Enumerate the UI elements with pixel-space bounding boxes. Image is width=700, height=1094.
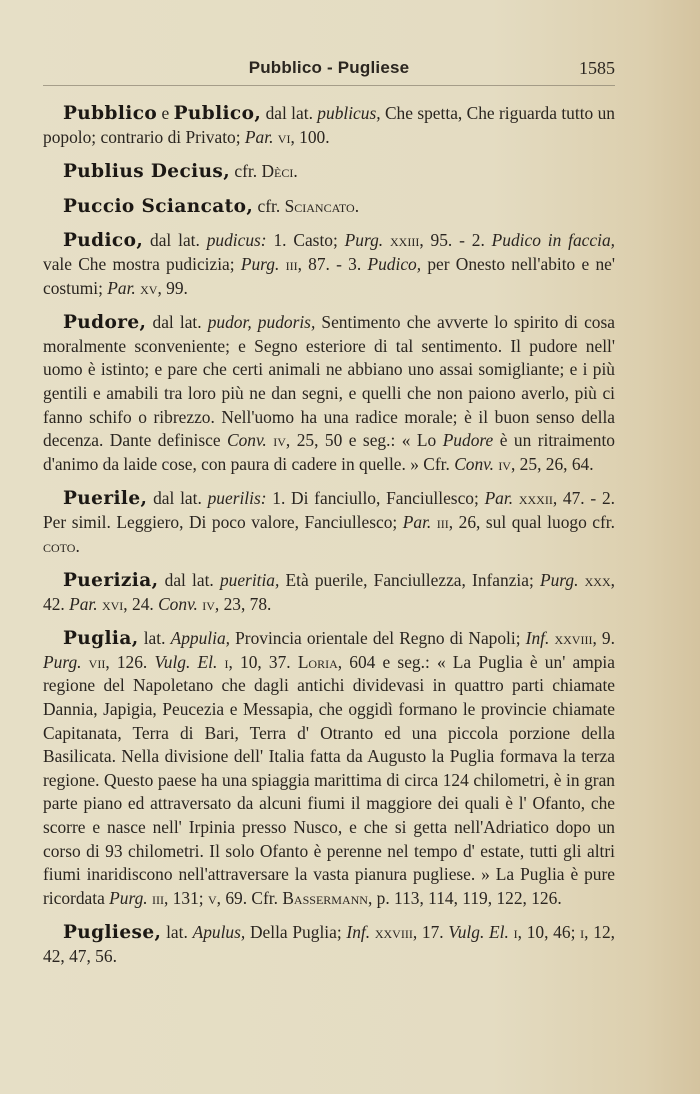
entry-text: dal lat.	[261, 103, 318, 123]
entry-text: , 12, 42, 47, 56.	[43, 922, 615, 966]
italic-text: Par.	[107, 277, 136, 298]
italic-text: pudicus:	[206, 230, 267, 251]
entry-text: vale Che mostra pudicizia;	[43, 253, 241, 274]
entry-text	[81, 652, 88, 672]
small-caps-text: coto	[43, 535, 76, 556]
entry-text: .	[354, 195, 360, 216]
headword: Puerizia,	[63, 570, 159, 592]
italic-text: puerilis:	[207, 488, 267, 509]
headword: Puccio Sciancato,	[63, 195, 254, 217]
entry-text: , 100.	[290, 126, 330, 147]
headword: Pudore,	[63, 312, 147, 334]
entry-pugliese	[43, 921, 615, 968]
running-title: Pubblico - Pugliese	[248, 58, 410, 77]
small-caps-text: Loria	[297, 651, 338, 672]
running-head	[43, 58, 615, 82]
italic-text: Pudico in faccia,	[491, 230, 615, 251]
entry-text: , 131;	[163, 887, 208, 908]
italic-text: Purg.	[43, 651, 82, 672]
italic-text: Apulus,	[192, 922, 246, 943]
entry-puerizia	[43, 569, 615, 616]
entry-text: , 23, 78.	[214, 593, 272, 614]
entry-text: Della Puglia;	[245, 922, 347, 943]
entry-text: .	[293, 161, 298, 182]
small-caps-text: xv	[140, 277, 158, 298]
small-caps-text: i	[580, 922, 585, 943]
entry-text: , 604 e seg.: « La Puglia è un' ampia regione del Napoletano che dagli antichi dividevasi in quattro parti chiamate Dannia, Japigia, Peucezia e Messapia, che oggidì formano le provincie chiamate Capitanata, Terra di Bari, Terra d' Otranto ed una piccola porzione della Basilicata. Nella divisione dell' Italia fatta da Augusto la Puglia formava la terza regione. Questo paese ha una spiaggia marittima di circa 124 chilometri, è in gran parte piano ed attraversato da alcuni fiumi il maggiore dei quali è l' Ofanto, che scorre e nasce nell' Irpinia presso Nusco, e che si getta nell'Adriatico dopo un corso di 93 chilometri. Il solo Ofanto è perenne nel tempo d' estate, tutti gli altri fiumi inaridiscono nell'attraversare la vasta pianura pugliese. » La Puglia è pure ricordata	[43, 651, 615, 908]
italic-text: Par.	[402, 511, 432, 532]
italic-text: Par.	[69, 593, 98, 614]
entry-text: , 25, 50 e seg.: « Lo	[285, 430, 443, 451]
small-caps-text: iii	[285, 253, 298, 274]
italic-text: Par.	[484, 488, 514, 509]
entry-text: è un ritraimento d'animo da laide cose, con paura di cadere in quelle. » Cfr.	[43, 430, 615, 474]
headword: Puglia,	[63, 628, 139, 650]
italic-text: Purg.	[539, 570, 579, 591]
small-caps-text: xxviii	[374, 922, 413, 943]
italic-text: Conv.	[227, 430, 267, 451]
entry-text: , 87. - 3.	[297, 253, 368, 274]
italic-text: Inf.	[525, 628, 550, 649]
entry-text: , p. 113, 114, 119, 122, 126.	[367, 887, 562, 908]
entry-text: , 9.	[592, 628, 615, 649]
entry-text: , 95. - 2.	[419, 230, 492, 251]
headword: Publico,	[173, 103, 262, 124]
entry-puccio-sciancato	[43, 195, 615, 219]
headword: Pugliese,	[63, 922, 162, 944]
entry-text: cfr.	[253, 195, 285, 216]
small-caps-text: vi	[277, 126, 291, 147]
italic-text: Par.	[244, 126, 274, 147]
page-number: 1585	[579, 58, 615, 78]
entry-text: lat.	[161, 922, 193, 943]
entry-text: dal lat.	[147, 488, 208, 509]
small-caps-text: xxx	[584, 570, 611, 591]
entry-publius-decius	[43, 160, 615, 184]
entry-text: Età puerile, Fanciullezza, Infanzia;	[279, 570, 540, 591]
entry-text: , 26, sul qual luogo cfr.	[448, 511, 615, 532]
italic-text: Appulia,	[170, 628, 230, 649]
small-caps-text: iv	[273, 430, 286, 451]
italic-text: Vulg. El.	[154, 651, 218, 672]
entry-text: , 47. - 2. Per simil. Leggiero, Di poco valore, Fanciullesco;	[43, 488, 615, 532]
small-caps-text: iii	[436, 511, 449, 532]
italic-text: Pudico,	[367, 253, 422, 274]
italic-text: pudor, pudoris,	[207, 312, 316, 333]
small-caps-text: vii	[88, 651, 106, 672]
entry-list	[43, 102, 615, 980]
entry-text: dal lat.	[146, 312, 208, 333]
small-caps-text: iii	[151, 887, 164, 908]
italic-text: Purg.	[240, 253, 280, 274]
entry-text: .	[75, 535, 80, 556]
small-caps-text: xxxii	[518, 488, 553, 509]
entry-text: , 69. Cfr.	[216, 887, 283, 908]
entry-text	[383, 230, 390, 250]
entry-text: Che spetta, Che riguarda tutto un popolo; contrario di Privato;	[43, 103, 615, 147]
entry-puglia	[43, 627, 615, 910]
italic-text: Inf.	[346, 922, 371, 943]
entry-pudico	[43, 229, 615, 300]
small-caps-text: xxiii	[390, 230, 420, 251]
italic-text: Vulg. El.	[448, 922, 509, 943]
entry-text: , 25, 26, 64.	[510, 453, 594, 474]
entry-text: e	[157, 103, 174, 123]
entry-text: cfr.	[230, 161, 262, 182]
headword: Pudico,	[63, 230, 144, 252]
entry-text: lat.	[138, 628, 171, 649]
entry-puerile	[43, 487, 615, 558]
small-caps-text: iv	[202, 593, 215, 614]
entry-text: dal lat.	[158, 570, 220, 591]
small-caps-text: Sciancato	[284, 195, 355, 216]
small-caps-text: xvi	[101, 593, 124, 614]
headword: Puerile,	[63, 488, 148, 510]
small-caps-text: Dèci	[261, 161, 294, 182]
entry-text: Provincia orientale del Regno di Napoli;	[230, 628, 526, 649]
small-caps-text: Bassermann	[282, 887, 368, 908]
header-rule	[43, 85, 615, 86]
entry-text: 1. Casto;	[266, 230, 345, 251]
italic-text: Purg.	[109, 887, 148, 908]
entry-text: , 17.	[412, 922, 449, 943]
headword: Pubblico	[63, 103, 158, 124]
italic-text: Conv.	[454, 453, 494, 474]
italic-text: Pudore	[442, 430, 494, 451]
entry-text: , 99.	[157, 277, 188, 298]
entry-text: , 42.	[43, 570, 615, 614]
italic-text: pueritia,	[219, 570, 280, 591]
entry-text: , 10, 46;	[517, 922, 581, 943]
entry-pudore	[43, 311, 615, 476]
small-caps-text: i	[513, 922, 518, 943]
italic-text: Purg.	[344, 230, 384, 251]
small-caps-text: iv	[498, 453, 511, 474]
entry-text: 1. Di fanciullo, Fanciullesco;	[266, 488, 485, 509]
small-caps-text: v	[207, 887, 217, 908]
italic-text: Conv.	[158, 593, 198, 614]
entry-text: per Onesto nell'abito e ne' costumi;	[43, 253, 615, 298]
entry-text: , 24.	[123, 593, 159, 614]
small-caps-text: i	[224, 651, 229, 672]
entry-text: dal lat.	[143, 230, 207, 251]
entry-text: Sentimento che avverte lo spirito di cosa moralmente sconveniente; e Segno esteriore di tal sentimento. Il pudore nell' uomo è istinto; e pare che certi animali ne abbiano uno assai somigliante; e i più gentili e amabili tra loro più ne dan segni, e quelli che non paiono averlo, più ci fanno schifo o ribrezzo. Nell'uomo ha una radice morale; è il buon senso della decenza. Dante definisce	[43, 312, 615, 451]
entry-pubblico	[43, 102, 615, 149]
entry-text: , 126.	[105, 651, 155, 672]
small-caps-text: xxviii	[554, 628, 593, 649]
headword: Publius Decius,	[63, 161, 231, 183]
italic-text: publicus,	[317, 103, 381, 123]
entry-text: , 10, 37.	[228, 651, 298, 672]
